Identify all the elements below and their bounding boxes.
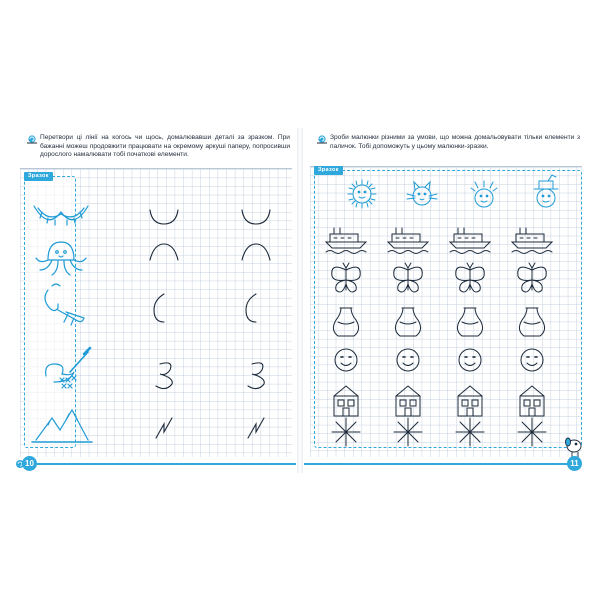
- face-with-hat-sample-icon: [534, 175, 558, 207]
- house-icon: [396, 386, 420, 416]
- house-icon: [520, 386, 544, 416]
- boat-icon: [450, 228, 490, 254]
- smiley-face-icon: [459, 349, 481, 371]
- left-corner-deco: [14, 128, 296, 473]
- right-bottom-band: [304, 463, 568, 465]
- face-row: [335, 349, 543, 371]
- right-page: [304, 128, 586, 473]
- vase-icon: [457, 308, 482, 336]
- smiley-face-icon: [521, 349, 543, 371]
- smiley-face-icon: [335, 349, 357, 371]
- star-row: [332, 418, 546, 446]
- left-page-number: 10: [22, 456, 37, 471]
- house-icon: [334, 386, 358, 416]
- vase-icon: [519, 308, 544, 336]
- star-burst-icon: [456, 418, 484, 446]
- cat-sample-icon: [407, 182, 437, 205]
- right-drawings: [304, 128, 586, 473]
- task-drawings: [326, 228, 552, 446]
- boat-icon: [388, 228, 428, 254]
- vase-icon: [333, 308, 358, 336]
- star-burst-icon: [394, 418, 422, 446]
- butterfly-icon: [456, 263, 484, 292]
- left-sample-tag: Зразок: [24, 172, 53, 181]
- workbook-spread: [14, 128, 586, 473]
- right-instruction-text: Зроби малюнки різними за умови, що можна домальовувати тільки елементи з паличок. Тобі допоможуть у цьому малюнки-зразки.: [330, 134, 580, 150]
- star-burst-icon: [518, 418, 546, 446]
- house-row: [334, 386, 544, 416]
- face-with-hair-sample-icon: [471, 181, 497, 207]
- sun-sample-icon: [348, 180, 376, 208]
- butterfly-icon: [394, 263, 422, 292]
- house-icon: [458, 386, 482, 416]
- sample-row-drawings: [348, 175, 558, 208]
- vase-row: [333, 308, 544, 336]
- star-burst-icon: [332, 418, 360, 446]
- boat-row: [326, 228, 552, 254]
- boat-icon: [326, 228, 366, 254]
- butterfly-icon: [332, 263, 360, 292]
- spine-fold: [297, 128, 303, 473]
- right-sample-tag: Зразок: [314, 166, 343, 175]
- butterfly-icon: [518, 263, 546, 292]
- vase-icon: [395, 308, 420, 336]
- left-page: [14, 128, 296, 473]
- butterfly-row: [332, 263, 546, 292]
- left-instruction-text: Перетвори ці лінії на когось чи щось, домалювавши деталі за зразком. При бажанні можеш продовжити працювати на окремому аркуші паперу, попросивши дорослого намалювати тобі початкові елементи.: [40, 134, 290, 159]
- right-page-number: 11: [567, 456, 582, 471]
- smiley-face-icon: [397, 349, 419, 371]
- boat-icon: [512, 228, 552, 254]
